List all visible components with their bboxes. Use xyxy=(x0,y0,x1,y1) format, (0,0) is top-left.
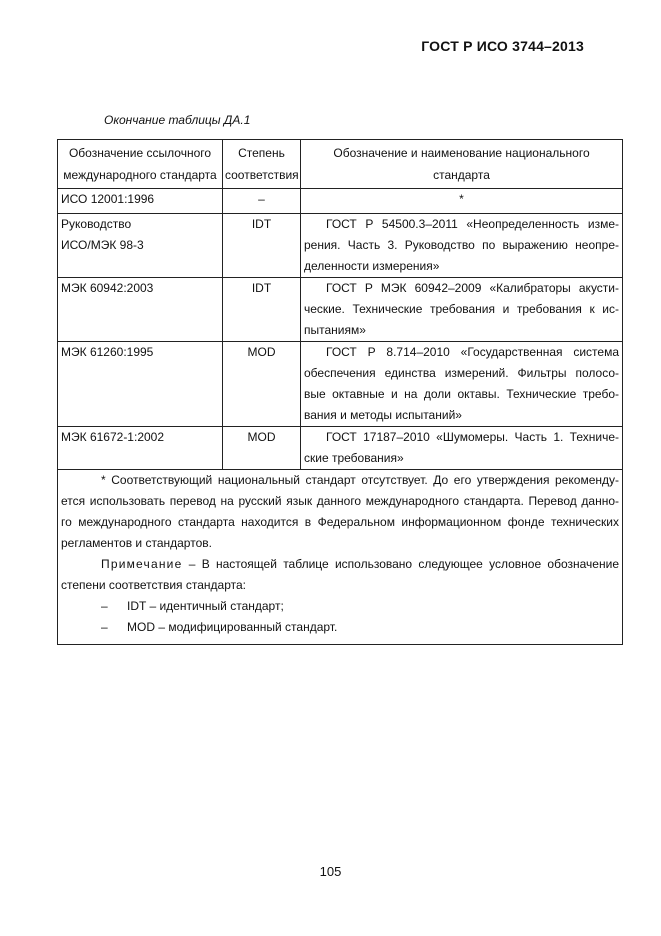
note-line: степени соответствия стандарта: xyxy=(61,578,246,592)
table-row xyxy=(58,278,623,342)
note-text: – В настоящей таблице использовано следующее условное обозначение xyxy=(182,557,619,571)
legend-dash: – xyxy=(101,599,108,613)
header-line: Обозначение и наименование национального xyxy=(333,146,590,160)
header-cell-national xyxy=(301,140,623,189)
ref-line: МЭК 60942:2003 xyxy=(61,281,154,295)
note-label: Примечание xyxy=(101,557,183,571)
note-line xyxy=(61,554,619,575)
national-cell xyxy=(301,278,623,342)
header-line: Степень xyxy=(238,146,285,160)
national-line: ГОСТ Р МЭК 60942–2009 «Калибраторы акусти- xyxy=(326,281,619,295)
ref-line: МЭК 61672-1:2002 xyxy=(61,430,165,444)
table-row xyxy=(58,342,623,427)
ref-line: ИСО 12001:1996 xyxy=(61,192,155,206)
national-cell xyxy=(301,342,623,427)
table-caption: Окончание таблицы ДА.1 xyxy=(104,113,251,127)
degree-cell: MOD xyxy=(223,427,301,470)
national-line: ГОСТ 17187–2010 «Шумомеры. Часть 1. Техниче- xyxy=(326,430,619,444)
legend-text: IDT – идентичный стандарт; xyxy=(127,599,284,613)
national-line: обеспечения единства измерений. Фильтры полосо- xyxy=(304,366,619,380)
national-line: вания и методы испытаний» xyxy=(304,408,462,422)
national-line: рения. Часть 3. Руководство по выражению неопре- xyxy=(304,238,619,252)
degree-cell: MOD xyxy=(223,342,301,427)
ref-cell xyxy=(58,427,223,470)
national-line: ГОСТ Р 8.714–2010 «Государственная система xyxy=(326,345,619,359)
footnote-line: регламентов и стандартов. xyxy=(61,536,212,550)
national-line: * xyxy=(459,192,464,206)
ref-cell xyxy=(58,278,223,342)
table-header-row xyxy=(58,140,623,189)
national-line: ГОСТ Р 54500.3–2011 «Неопределенность изме- xyxy=(326,217,619,231)
national-line: вые октавные и на доли октавы. Технические требо- xyxy=(304,387,619,401)
table-footnote-row xyxy=(58,470,623,645)
header-cell-reference xyxy=(58,140,223,189)
degree-cell: IDT xyxy=(223,278,301,342)
ref-cell xyxy=(58,189,223,214)
reference-table xyxy=(57,139,623,645)
ref-cell xyxy=(58,214,223,278)
footnote-cell xyxy=(58,470,623,645)
header-line: Обозначение ссылочного xyxy=(68,146,212,160)
table-row xyxy=(58,427,623,470)
legend-item xyxy=(61,617,619,638)
legend-item xyxy=(61,596,619,617)
degree-cell: IDT xyxy=(223,214,301,278)
legend-dash: – xyxy=(101,620,108,634)
national-cell xyxy=(301,427,623,470)
header-cell-degree xyxy=(223,140,301,189)
ref-line: Руководство xyxy=(61,217,132,231)
header-line: международного стандарта xyxy=(63,168,217,182)
degree-cell: – xyxy=(223,189,301,214)
ref-line: ИСО/МЭК 98-3 xyxy=(61,238,144,252)
national-line: ские требования» xyxy=(304,451,404,465)
national-line: ческие. Технические требования и требования к ис- xyxy=(304,302,619,316)
page-number: 105 xyxy=(319,864,342,879)
footnote-line: * Соответствующий национальный стандарт отсутствует. До его утверждения рекоменду- xyxy=(101,473,619,487)
national-line: деленности измерения» xyxy=(304,259,440,273)
header-line: стандарта xyxy=(433,168,490,182)
table-row xyxy=(58,189,623,214)
ref-line: МЭК 61260:1995 xyxy=(61,345,154,359)
header-line: соответствия xyxy=(225,168,299,182)
ref-cell xyxy=(58,342,223,427)
footnote-line: ется использовать перевод на русский язык данного международного стандарта. Перевод данно- xyxy=(61,494,619,508)
footnote-line: го международного стандарта находится в Федеральном информационном фонде технических xyxy=(61,515,619,529)
national-line: пытаниям» xyxy=(304,323,366,337)
national-cell xyxy=(301,214,623,278)
legend-text: MOD – модифицированный стандарт. xyxy=(127,620,338,634)
national-cell xyxy=(301,189,623,214)
table-row xyxy=(58,214,623,278)
document-code: ГОСТ Р ИСО 3744–2013 xyxy=(421,38,584,54)
